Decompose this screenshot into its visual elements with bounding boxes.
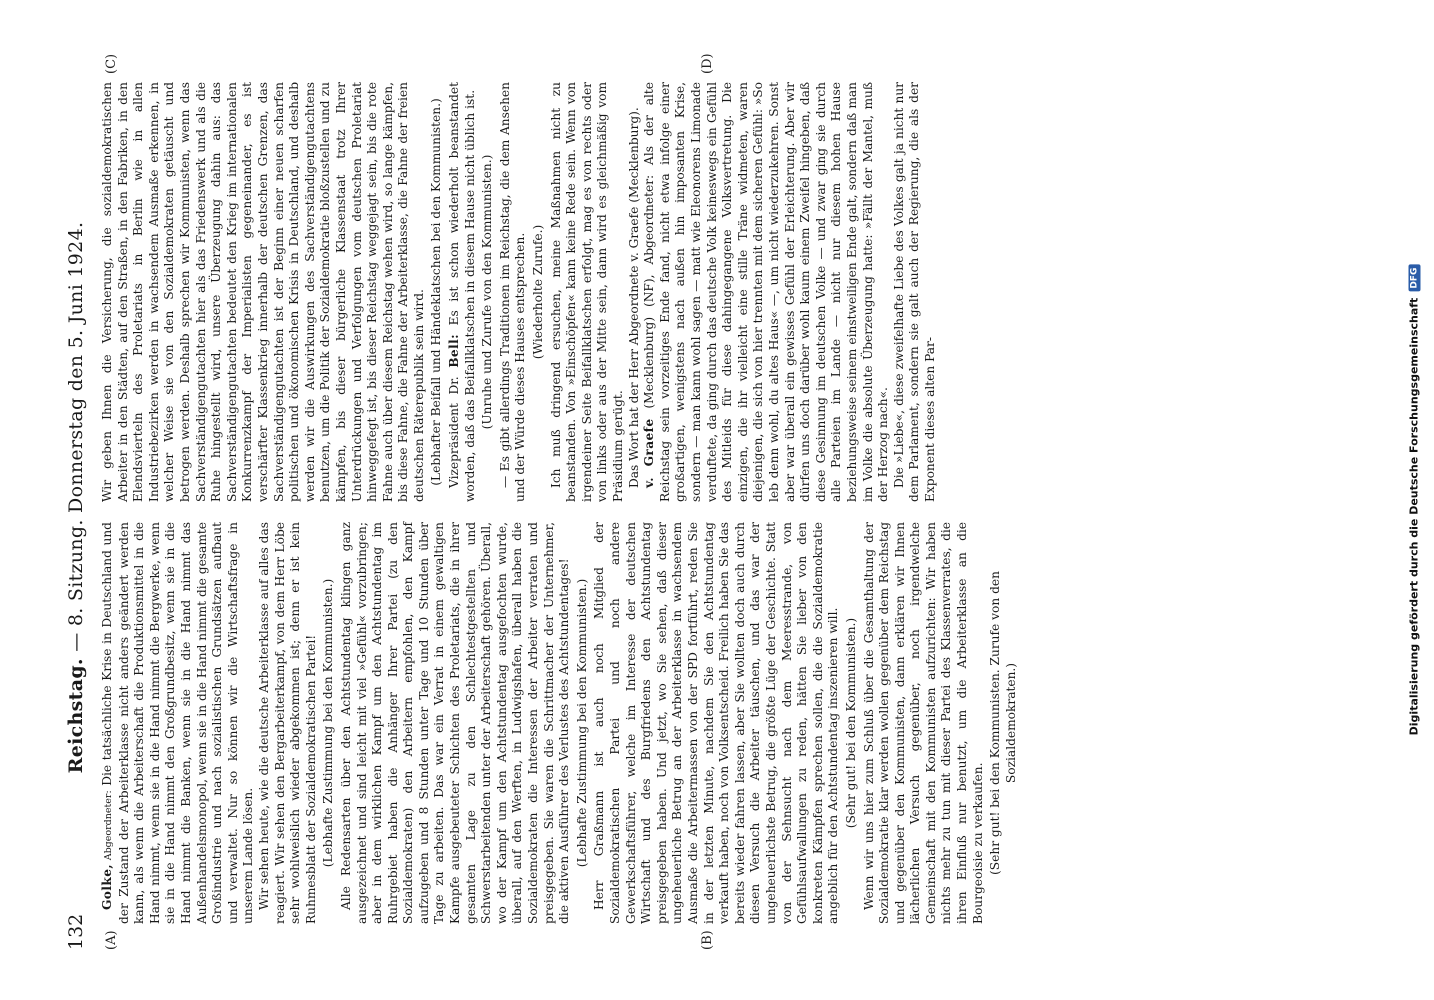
speech-text: (Mecklenburg) (NF), Abgeordneter: Als der alte Reichstag sein vorzeitiges Ende fand, nicht etwa infolge einer großartigen, wenigstens nach außen hin imposanten Krise, sondern — man kann wohl sagen — matt wie Eleonorens Limonade verduftete, da ging durch das deutsche Volk keineswegs ein Gefühl des Mitleids für diese dahingegangene Volksvertretung. Die einzigen, die ihr vielleicht eine stille Träne widmeten, waren diejenigen, die sich von hier trennten mit dem sicheren Gefühl: »So leb denn wohl, du altes Haus« —, um nicht wiederzukehren. Sonst aber war überall ein gewisses Gefühl der Erleichterung. Aber wir dürfen uns doch darüber wohl kaum einem Zweifel hingeben, daß diese Gesinnung im deutschen Volke — und zwar ging sie durch alle Parteien im Lande — nicht nur diesem hohen Hause beziehungsweise seinem einstweiligen Ende galt, sondern daß man im Volke die absolute Überzeugung hatte: »Fällt der Mantel, muß der Herzog nach«. bbox=[642, 82, 891, 502]
speaker-title: Vizepräsident Dr. bbox=[447, 367, 462, 488]
speaker-paragraph bbox=[100, 522, 257, 924]
paragraph: Das Wort hat der Herr Abgeordnete v. Graefe (Mecklenburg). bbox=[626, 107, 641, 488]
paragraph: — Es gibt allerdings Traditionen im Reichstag, die dem Ansehen und der Würde dieses Hauses entsprechen. bbox=[497, 82, 528, 502]
margin-mark-c: (C) bbox=[104, 53, 119, 74]
margin-mark-d: (D) bbox=[700, 53, 715, 74]
speaker-paragraph bbox=[447, 82, 478, 502]
interjection: (Lebhafte Zustimmung bei den Kommunisten.) bbox=[574, 578, 589, 868]
paragraph: Wir geben Ihnen die Versicherung, die sozialdemokratischen Arbeiter in den Städten, auf den Straßen, in den Fabriken, in den Elendsvierteln des Proletariats in Berlin wie in allen Industriebezirken werden in wachsendem Ausmaße erkennen, in welcher Weise sie von den Sozialdemokraten getäuscht und betrogen werden. Deshalb sprechen wir Kommunisten, wenn das Sachverständigengutachten hier als das Friedenswerk und als die Ruhe hingestellt wird, unsere Überzeugung dahin aus: das Sachverständigengutachten bedeutet den Krieg im internationalen Konkurrenzkampf der Imperialisten gegeneinander, es ist verschärfter Klassenkrieg innerhalb der deutschen Grenzen, das Sachverständigengutachten ist der Beginn einer neuen scharfen politischen und ökonomischen Krisis in Deutschland, und deshalb werden wir die Auswirkungen des Sachverständigengutachtens benutzen, um die Politik der Sozialdemokratie bloßzustellen und zu kämpfen, bis dieser bürgerliche Klassenstaat trotz Ihrer Unterdrückungen und Verfolgungen vom deutschen Proletariat hinweggefegt ist, bis dieser Reichstag weggejagt sein, bis die rote Fahne auch über diesem Reichstag wehen wird, so lange kämpfen, bis diese Fahne, die Fahne der Arbeiterklasse, die Fahne der freien deutschen Räterepublik sein wird. bbox=[100, 82, 426, 502]
paragraph: Wir sehen heute, wie die deutsche Arbeiterklasse auf alles das reagiert. Wir sehen den Bergarbeiterkampf, von dem Herr Löbe sehr wohlweislich wieder abgekommen ist; denn er ist kein Ruhmesblatt der Sozialdemokratischen Partei! bbox=[256, 522, 318, 924]
margin-mark-a: (A) bbox=[104, 930, 119, 950]
paragraph: Wenn wir uns hier zum Schluß über die Gesamthaltung der Sozialdemokratie klar werden wollen gegenüber dem Reichstag und gegenüber den Kommunisten, dann erklären wir Ihnen lächerlichen Versuch gegenüber, noch irgendwelche Gemeinschaft mit den Kommunisten aufzurichten: Wir haben nichts mehr zu tun mit dieser Partei des Klassenverrates, die ihren Einfluß nur benutzt, um die Arbeiterklasse an die Bourgeoisie zu verkaufen. bbox=[861, 522, 985, 924]
margin-mark-b: (B) bbox=[700, 930, 715, 950]
speaker-role: Abgeordneter: bbox=[103, 790, 114, 864]
side-credit bbox=[1408, 265, 1421, 736]
interjection: (Lebhafter Beifall und Händeklatschen bei den Kommunisten.) bbox=[429, 98, 444, 486]
title-bold: Reichstag. bbox=[65, 658, 87, 774]
interjection: (Sehr gut! bei den Kommunisten.) bbox=[843, 617, 858, 829]
paragraph: Alle Redensarten über den Achtstundentag klingen ganz ausgezeichnet und sind leicht mit viel »Gefühl« vorzubringen; aber in dem wirklichen Kampf um den Achtstundentag im Ruhrgebiet haben die Anhänger Ihrer Partei (zu den Sozialdemokraten) den Arbeitern empfohlen, den Kampf aufzugeben und 8 Stunden unter Tage und 10 Stunden über Tage zu arbeiten. Das war ein Verrat in einem gewaltigen Kampfe ausgebeuteter Schichten des Proletariats, die in ihrer gesamten Lage zu den Schlechtestgestellten und Schwerstarbeitenden unter der Arbeiterschaft gehören. Überall, wo der Kampf um den Achtstundentag ausgefochten wurde, überall, auf den Werften, in Ludwigshafen, überall haben die Sozialdemokraten die Interessen der Arbeiter verraten und preisgegeben. Sie waren die Schrittmacher der Unternehmer, die aktiven Ausführer des Verlustes des Achtstundentages! bbox=[338, 522, 572, 924]
paragraph: Ich muß dringend ersuchen, meine Maßnahmen nicht zu beanstanden. Von »Einschöpfen« kann keine Rede sein. Wenn von irgendeiner Seite Beifallklatschen erfolgt, mag es von rechts oder von links oder aus der Mitte sein, dann wird es gleichmäßig vom Präsidium gerügt. bbox=[548, 82, 625, 502]
speaker-name: Golke, bbox=[100, 863, 114, 910]
left-column bbox=[100, 522, 1021, 924]
rotated-page-content bbox=[60, 45, 1350, 950]
page-number: 132 bbox=[65, 913, 87, 950]
interjection: (Wiederholte Zurufe.) bbox=[531, 224, 546, 360]
speaker-name: v. Graefe bbox=[642, 418, 657, 488]
speaker-name: Bell: bbox=[447, 333, 462, 368]
paragraph: Herr Graßmann ist auch noch Mitglied der Sozialdemokratischen Partei und noch andere Gewerkschaftsführer, welche im Interesse der deutschen Wirtschaft und des Burgfriedens den Achtstundentag preisgegeben haben. Und jetzt, wo Sie sehen, daß dieser ungeheuerliche Betrug an der Arbeiterklasse in wachsendem Ausmaße die Arbeitermassen von der SPD fortführt, reden Sie in der letzten Minute, nachdem Sie den Achtstundentag verkauft haben, noch von Volksentscheid. Freilich haben Sie das bereits wieder fahren lassen, aber Sie wollten doch auch durch diesen Versuch die Arbeiter täuschen, und das war der ungeheuerlichste Betrug, die größte Lüge der Geschichte. Statt von der Sehnsucht nach dem Meeresstrande, von Gefühlsaufwallungen zu reden, hätten Sie lieber von den konkreten Kämpfen sprechen sollen, die die Sozialdemokratie angeblich für den Achtstundentag inszenieren will. bbox=[592, 522, 841, 924]
interjection: (Sehr gut! bei den Kommunisten. Zurufe von den Sozialdemokraten.) bbox=[988, 571, 1018, 875]
dfg-logo: DFG bbox=[1408, 265, 1420, 292]
right-column bbox=[100, 82, 938, 502]
page-title bbox=[65, 45, 87, 950]
page-header bbox=[60, 45, 92, 950]
paragraph: Die »Liebe«, diese zweifelhafte Liebe des Volkes galt ja nicht nur dem Parlament, sondern sie galt auch der Regierung, die als der Exponent dieses alten Par- bbox=[891, 82, 937, 502]
speech-text: Es ist schon wiederholt beanstandet worden, daß das Beifallklatschen in diesem Hause nicht üblich ist. bbox=[447, 82, 477, 502]
credit-text: Digitalisierung gefördert durch die Deutsche Forschungsgemeinschaft bbox=[1407, 297, 1421, 736]
interjection: (Unruhe und Zurufe von den Kommunisten.) bbox=[480, 154, 495, 430]
speaker-paragraph bbox=[642, 82, 892, 502]
speech-text: Die tatsächliche Krise in Deutschland und der Zustand der Arbeiterklasse nicht anders geändert werden kann, als wenn die Arbeiterschaft die Produktionsmittel in die Hand nimmt, wenn sie in die Hand nimmt die Bergwerke, wenn sie in die Hand nimmt den Großgrundbesitz, wenn sie in die Hand nimmt die Banken, wenn sie in die Hand nimmt das Außenhandelsmonopol, wenn sie in die Hand nimmt die gesamte Großindustrie und nach sozialistischen Grundsätzen aufbaut und verwaltet. Nur so können wir die Wirtschaftsfrage in unserem Lande lösen. bbox=[100, 522, 256, 924]
title-rest: — 8. Sitzung. Donnerstag den 5. Juni 1924. bbox=[65, 221, 87, 659]
interjection: (Lebhafte Zustimmung bei den Kommunisten.) bbox=[321, 578, 336, 868]
